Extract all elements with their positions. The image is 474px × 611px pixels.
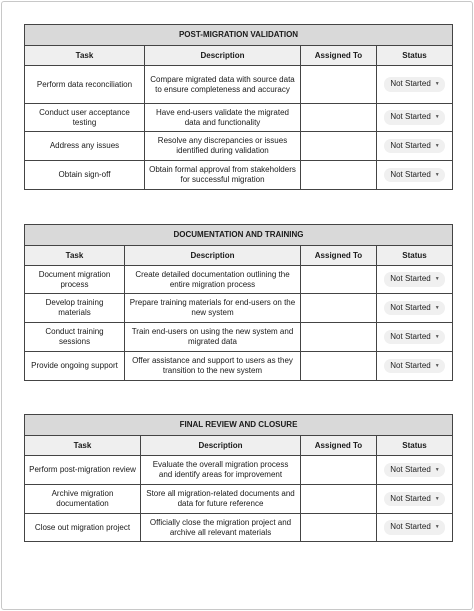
description-cell: Have end-users validate the migrated data and functionality (145, 104, 301, 132)
section-title: DOCUMENTATION AND TRAINING (25, 225, 453, 246)
caret-down-icon: ▼ (434, 81, 440, 88)
description-cell: Prepare training materials for end-users on the new system (125, 294, 301, 323)
assigned-cell[interactable] (301, 456, 377, 485)
table-row (25, 132, 453, 161)
status-value: Not Started (390, 465, 431, 475)
caret-down-icon: ▼ (434, 524, 440, 531)
task-cell: Close out migration project (25, 514, 141, 542)
status-value: Not Started (390, 361, 431, 371)
description-cell: Evaluate the overall migration process and identify areas for improvement (141, 456, 301, 485)
status-dropdown[interactable] (384, 139, 444, 153)
caret-down-icon: ▼ (434, 142, 440, 149)
col-header-task: Task (25, 246, 125, 266)
table-row (25, 323, 453, 352)
caret-down-icon: ▼ (434, 333, 440, 340)
col-header-assigned: Assigned To (301, 246, 377, 266)
table-row (25, 485, 453, 514)
section-title: POST-MIGRATION VALIDATION (25, 25, 453, 46)
task-cell: Provide ongoing support (25, 352, 125, 381)
description-cell: Obtain formal approval from stakeholders for successful migration (145, 161, 301, 190)
task-cell: Archive migration documentation (25, 485, 141, 514)
description-cell: Compare migrated data with source data to ensure completeness and accuracy (145, 66, 301, 104)
status-dropdown[interactable] (384, 463, 444, 477)
document-page (1, 1, 473, 610)
final-review-and-closure-table (24, 414, 453, 542)
col-header-description: Description (145, 46, 301, 66)
status-value: Not Started (390, 112, 431, 122)
task-cell: Obtain sign-off (25, 161, 145, 190)
status-dropdown[interactable] (384, 168, 444, 182)
status-value: Not Started (390, 170, 431, 180)
caret-down-icon: ▼ (434, 362, 440, 369)
col-header-assigned: Assigned To (301, 436, 377, 456)
assigned-cell[interactable] (301, 266, 377, 294)
assigned-cell[interactable] (301, 294, 377, 323)
assigned-cell[interactable] (301, 104, 377, 132)
col-header-description: Description (125, 246, 301, 266)
status-dropdown[interactable] (384, 520, 444, 534)
status-dropdown[interactable] (384, 272, 444, 286)
table-row (25, 66, 453, 104)
col-header-task: Task (25, 46, 145, 66)
table-row (25, 294, 453, 323)
status-value: Not Started (390, 141, 431, 151)
status-value: Not Started (390, 522, 431, 532)
description-cell: Train end-users on using the new system and migrated data (125, 323, 301, 352)
status-dropdown[interactable] (384, 110, 444, 124)
status-value: Not Started (390, 274, 431, 284)
task-cell: Address any issues (25, 132, 145, 161)
status-dropdown[interactable] (384, 301, 444, 315)
description-cell: Store all migration-related documents and data for future reference (141, 485, 301, 514)
col-header-assigned: Assigned To (301, 46, 377, 66)
task-cell: Develop training materials (25, 294, 125, 323)
status-value: Not Started (390, 303, 431, 313)
col-header-status: Status (377, 46, 453, 66)
section-title: FINAL REVIEW AND CLOSURE (25, 415, 453, 436)
assigned-cell[interactable] (301, 514, 377, 542)
table-row (25, 104, 453, 132)
assigned-cell[interactable] (301, 66, 377, 104)
task-cell: Perform post-migration review (25, 456, 141, 485)
status-value: Not Started (390, 332, 431, 342)
documentation-and-training-table (24, 224, 453, 381)
col-header-task: Task (25, 436, 141, 456)
task-cell: Conduct training sessions (25, 323, 125, 352)
caret-down-icon: ▼ (434, 114, 440, 121)
assigned-cell[interactable] (301, 352, 377, 381)
status-dropdown[interactable] (384, 77, 444, 91)
table-row (25, 514, 453, 542)
status-dropdown[interactable] (384, 330, 444, 344)
description-cell: Resolve any discrepancies or issues identified during validation (145, 132, 301, 161)
caret-down-icon: ▼ (434, 304, 440, 311)
table-row (25, 456, 453, 485)
table-row (25, 352, 453, 381)
task-cell: Perform data reconciliation (25, 66, 145, 104)
assigned-cell[interactable] (301, 132, 377, 161)
caret-down-icon: ▼ (434, 276, 440, 283)
col-header-status: Status (377, 246, 453, 266)
assigned-cell[interactable] (301, 323, 377, 352)
col-header-status: Status (377, 436, 453, 456)
status-value: Not Started (390, 494, 431, 504)
description-cell: Create detailed documentation outlining the entire migration process (125, 266, 301, 294)
col-header-description: Description (141, 436, 301, 456)
caret-down-icon: ▼ (434, 171, 440, 178)
status-value: Not Started (390, 79, 431, 89)
caret-down-icon: ▼ (434, 495, 440, 502)
assigned-cell[interactable] (301, 161, 377, 190)
task-cell: Conduct user acceptance testing (25, 104, 145, 132)
table-row (25, 161, 453, 190)
status-dropdown[interactable] (384, 492, 444, 506)
table-row (25, 266, 453, 294)
task-cell: Document migration process (25, 266, 125, 294)
post-migration-validation-table (24, 24, 453, 190)
status-dropdown[interactable] (384, 359, 444, 373)
caret-down-icon: ▼ (434, 466, 440, 473)
description-cell: Offer assistance and support to users as they transition to the new system (125, 352, 301, 381)
assigned-cell[interactable] (301, 485, 377, 514)
description-cell: Officially close the migration project and archive all relevant materials (141, 514, 301, 542)
